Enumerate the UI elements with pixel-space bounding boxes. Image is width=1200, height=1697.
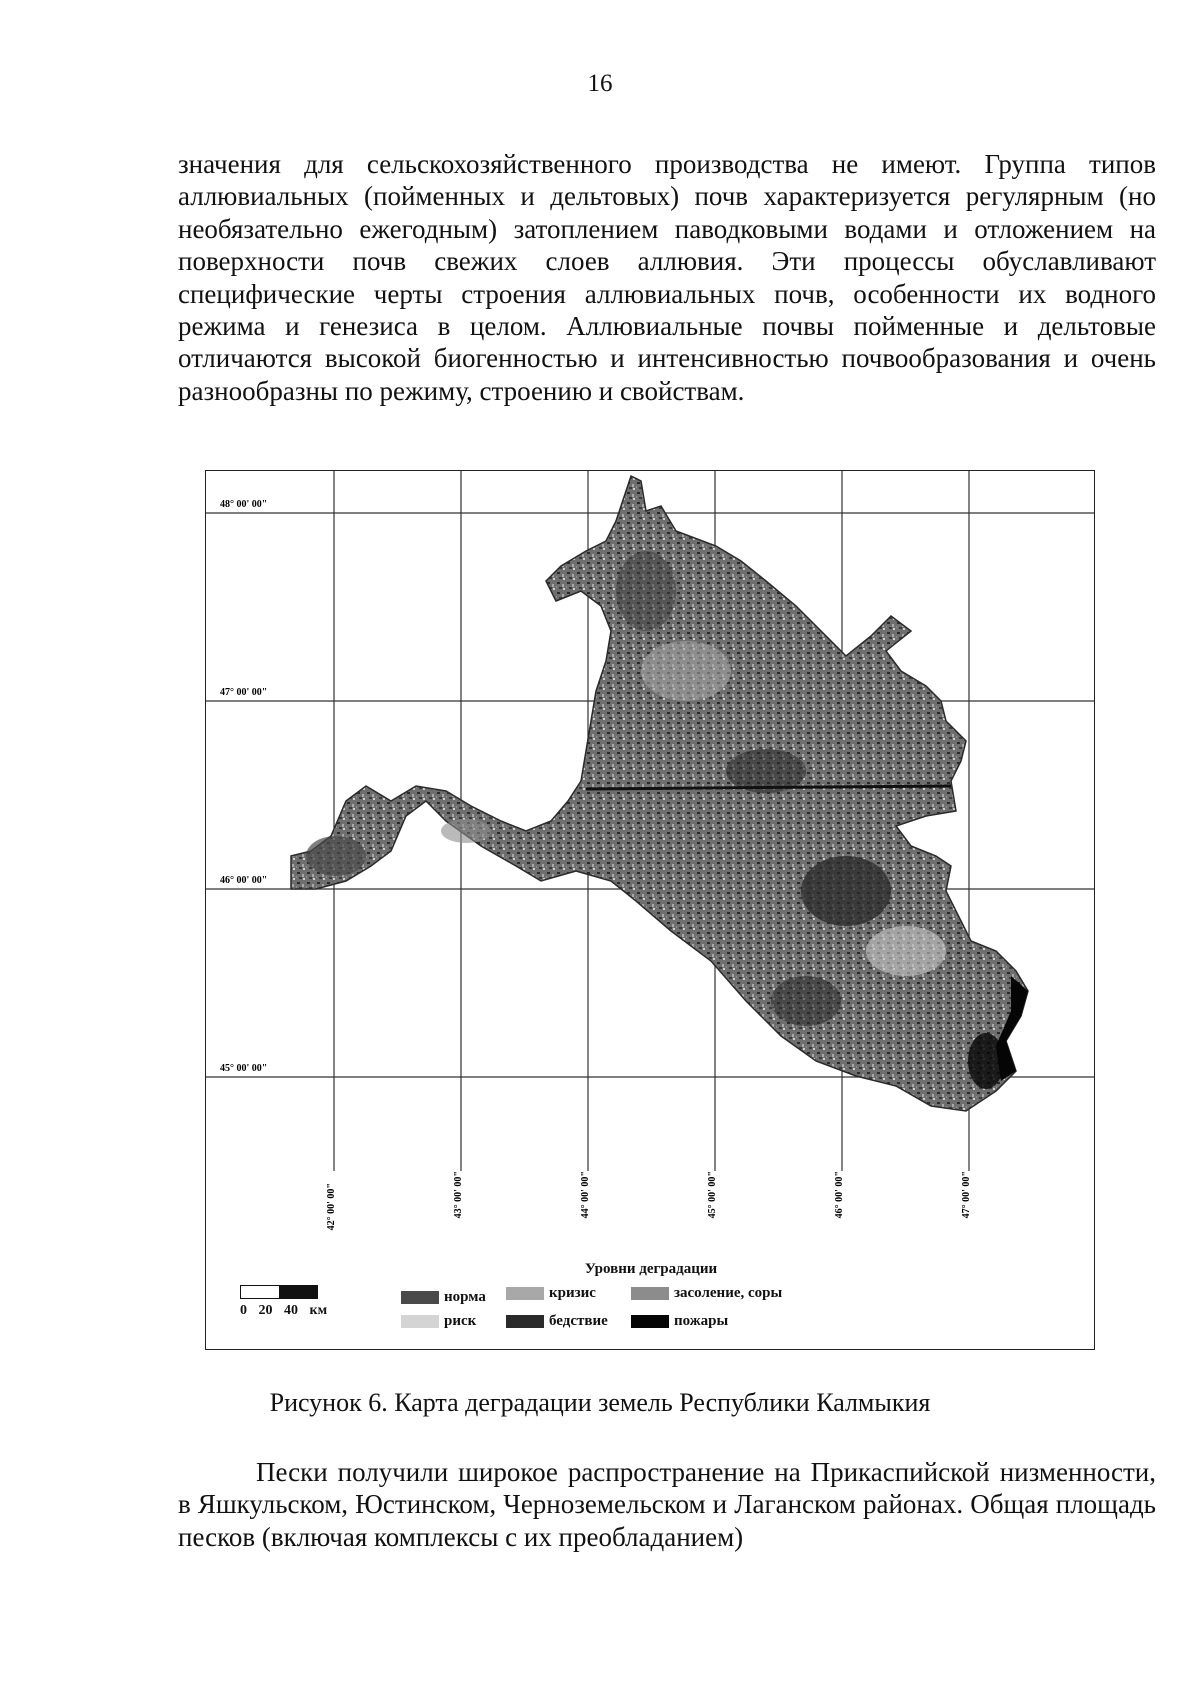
lon-label-43: 43° 00' 00" bbox=[453, 1171, 464, 1219]
legend-label: пожары bbox=[674, 1313, 729, 1329]
legend-label: бедствие bbox=[549, 1313, 608, 1329]
scale-labels: 0 20 40 км bbox=[240, 1303, 328, 1318]
legend-item-fires bbox=[631, 1313, 728, 1330]
lon-label-44: 44° 00' 00" bbox=[580, 1171, 591, 1219]
legend-label: норма bbox=[444, 1289, 486, 1305]
lon-label-45: 45° 00' 00" bbox=[707, 1171, 718, 1219]
scale-bar bbox=[240, 1285, 380, 1319]
legend-swatch bbox=[401, 1315, 439, 1328]
lat-label-46: 46° 00' 00" bbox=[220, 875, 268, 886]
legend-item-risk bbox=[401, 1313, 476, 1330]
lon-label-46: 46° 00' 00" bbox=[834, 1171, 845, 1219]
degradation-map-figure bbox=[205, 470, 1095, 1350]
legend-item-crisis bbox=[506, 1285, 596, 1302]
legend-swatch bbox=[506, 1315, 544, 1328]
legend-swatch bbox=[506, 1287, 544, 1300]
legend-item-norma bbox=[401, 1289, 486, 1306]
lat-label-47: 47° 00' 00" bbox=[220, 687, 268, 698]
legend-label: кризис bbox=[549, 1285, 596, 1301]
paragraph-2: Пески получили широкое распространение на Прикаспийской низменности, в Яшкульском, Юстинском, Черноземельском и Лаганском районах. Общая площадь песков (включая комплексы с их преобладанием) bbox=[178, 1457, 1156, 1552]
degradation-map bbox=[206, 471, 1095, 1350]
legend-item-disaster bbox=[506, 1313, 608, 1330]
lon-label-47: 47° 00' 00" bbox=[961, 1171, 972, 1219]
lat-label-48: 48° 00' 00" bbox=[220, 499, 268, 510]
legend-item-salinization bbox=[631, 1285, 782, 1302]
legend-swatch bbox=[401, 1291, 439, 1304]
paragraph-1: значения для сельскохозяйственного производства не имеют. Группа типов аллювиальных (пойменных и дельтовых) почв характеризуется регулярным (но необязательно ежегодным) затоплением паводковыми водами и отложением на поверхности почв свежих слоев аллювия. Эти процессы обуславливают специфические черты строения аллювиальных почв, особенности их водного режима и генезиса в целом. Аллювиальные почвы пойменные и дельтовые отличаются высокой биогенностью и интенсивностью почвообразования и очень разнообразны по режиму, строению и свойствам. bbox=[178, 149, 1156, 406]
lon-label-42: 42° 00' 00" bbox=[326, 1183, 337, 1231]
legend-swatch bbox=[631, 1287, 669, 1300]
legend-label: засоление, соры bbox=[674, 1285, 783, 1301]
scale-bar-graphic bbox=[240, 1285, 318, 1299]
legend-swatch bbox=[631, 1315, 669, 1328]
legend-title: Уровни деградации bbox=[584, 1261, 718, 1277]
lat-label-45: 45° 00' 00" bbox=[220, 1063, 268, 1074]
page-number: 16 bbox=[587, 70, 613, 97]
figure-caption: Рисунок 6. Карта деградации земель Республики Калмыкия bbox=[269, 1388, 931, 1417]
legend-label: риск bbox=[444, 1313, 477, 1329]
